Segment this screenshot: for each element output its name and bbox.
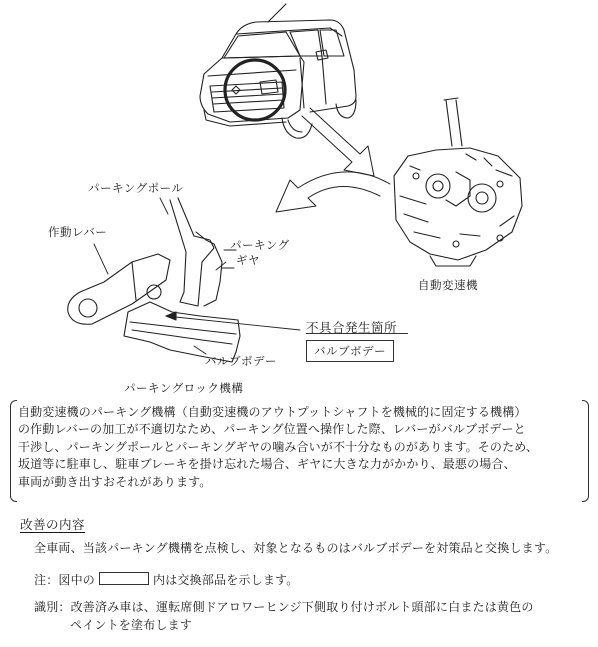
remedy-text: 全車両、当該パーキング機構を点検し、対象となるものはバルブボデーを対策品と交換します。: [34, 541, 558, 555]
parking-gear-label-line2: ギヤ: [236, 253, 260, 267]
transmission-illustration: [394, 98, 522, 266]
remedy-title: 改善の内容: [20, 517, 86, 532]
description-bracket-right: [582, 400, 589, 502]
note-prefix: 注：図中の: [34, 573, 96, 587]
callout-arrow: [276, 108, 390, 212]
parking-gear-label-line1: パーキング: [230, 238, 290, 252]
description-line: 干渉し、パーキングポールとパーキングギヤの噛み合いが不十分なものがあります。そのため、: [18, 439, 539, 454]
valve-body-label: バルブボデー: [205, 354, 277, 368]
defect-description: [12, 402, 578, 500]
note: [34, 571, 298, 588]
parking-pawl-label: パーキングポール: [88, 181, 184, 195]
description-line: 車両が動き出すおそれがあります。: [18, 474, 212, 489]
car-illustration: [200, 4, 356, 138]
automatic-transmission-caption: 自動変速機: [418, 278, 478, 292]
note-suffix: 内は交換部品を示します。: [153, 573, 299, 587]
description-line: の作動レバーの加工が不適切なため、パーキング位置へ操作した際、レバーがバルブボデーと: [18, 422, 526, 437]
note-sample-box: [99, 572, 149, 585]
defect-location-title: 不具合発生箇所: [306, 320, 398, 335]
identification-line1: 識別：改善済み車は、運転席側ドアロワーヒンジ下側取り付けボルト頭部に白または黄色の: [34, 600, 534, 614]
defect-location-underline: [306, 333, 408, 334]
replaced-part-box: バルブボデー: [306, 340, 394, 362]
parking-lock-mechanism-caption: パーキングロック機構: [124, 381, 244, 395]
description-line: 坂道等に駐車し、駐車ブレーキを掛け忘れた場合、ギヤに大きな力がかかり、最悪の場合、: [18, 457, 516, 472]
description-line: 自動変速機のパーキング機構（自動変速機のアウトプットシャフトを機械的に固定する機構）: [18, 405, 527, 419]
actuating-lever-label: 作動レバー: [48, 225, 108, 239]
parking-lock-mechanism: [68, 198, 300, 362]
identification-line2: ペイントを塗布します: [70, 618, 193, 632]
